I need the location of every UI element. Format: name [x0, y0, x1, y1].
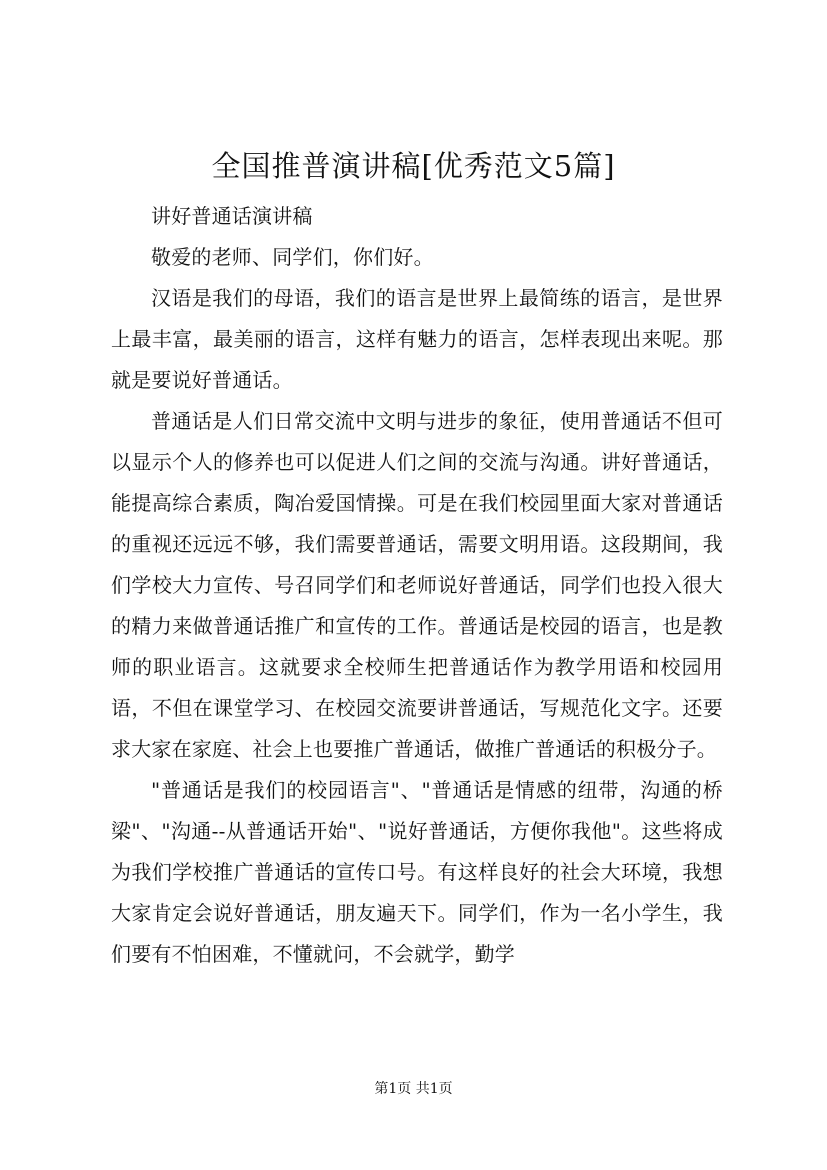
paragraph: "普通话是我们的校园语言"、"普通话是情感的纽带，沟通的桥梁"、"沟通--从普通话开始"、"说好普通话，方便你我他"。这些将成为我们学校推广普通话的宣传口号。有这样良好的社会大环境，我想大家肯定会说好普通话，朋友遍天下。同学们，作为一名小学生，我们要有不怕困难，不懂就问，不会就学，勤学	[111, 778, 723, 966]
paragraph-greeting: 敬爱的老师、同学们，你们好。	[151, 245, 434, 269]
paragraph: 汉语是我们的母语，我们的语言是世界上最简练的语言，是世界上最丰富，最美丽的语言，这样有魅力的语言，怎样表现出来呢。那就是要说好普通话。	[111, 286, 723, 392]
document-body	[111, 196, 723, 975]
document-title: 全国推普演讲稿[优秀范文5篇]	[211, 149, 616, 183]
page-footer: 第1页 共1页	[374, 1081, 453, 1097]
paragraph: 普通话是人们日常交流中文明与进步的象征，使用普通话不但可以显示个人的修养也可以促进人们之间的交流与沟通。讲好普通话，能提高综合素质，陶冶爱国情操。可是在我们校园里面大家对普通话的重视还远远不够，我们需要普通话，需要文明用语。这段期间，我们学校大力宣传、号召同学们和老师说好普通话，同学们也投入很大的精力来做普通话推广和宣传的工作。普通话是校园的语言，也是教师的职业语言。这就要求全校师生把普通话作为教学用语和校园用语，不但在课堂学习、在校园交流要讲普通话，写规范化文字。还要求大家在家庭、社会上也要推广普通话，做推广普通话的积极分子。	[111, 409, 723, 761]
paragraph-subtitle: 讲好普通话演讲稿	[151, 204, 313, 228]
